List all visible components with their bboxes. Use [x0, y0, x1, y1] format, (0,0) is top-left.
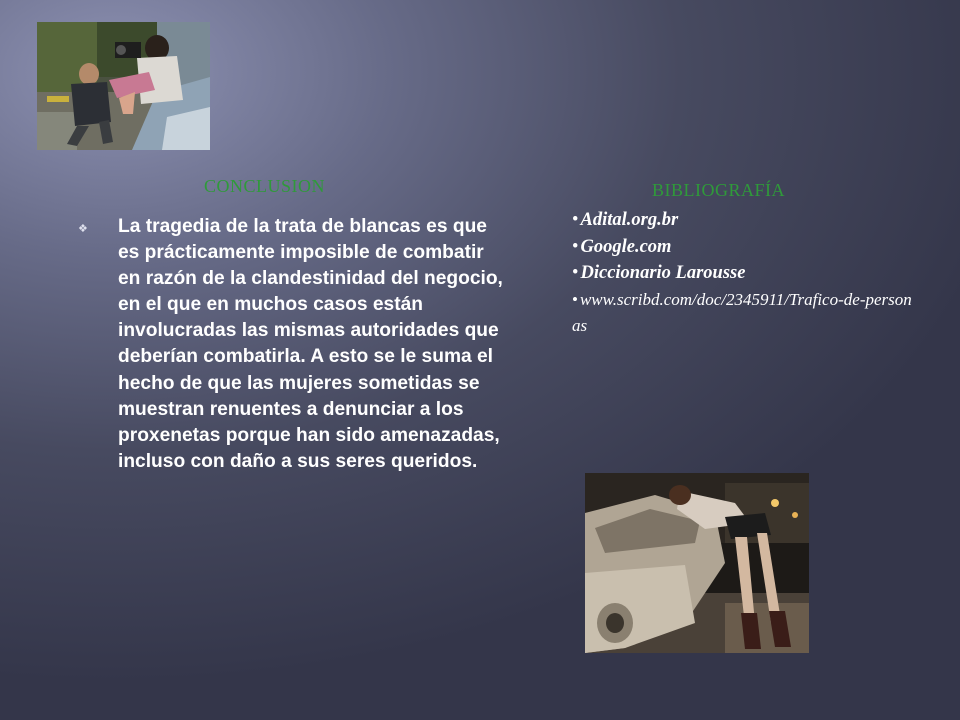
bibliography-item-text: Diccionario Larousse: [580, 263, 746, 283]
bibliography-bullet: •: [572, 263, 579, 283]
bibliography-bullet: •: [572, 236, 579, 257]
bibliography-list: [572, 207, 912, 340]
bibliography-item-text: Adital.org.br: [580, 210, 679, 230]
bibliography-item-text: www.scribd.com/doc/2345911/Trafico-de-personas: [572, 289, 912, 335]
conclusion-text: La tragedia de la trata de blancas es que es prácticamente imposible de combatir en razón de la clandestinidad del negocio, en el que en muchos casos están involucradas las mismas autoridades que deberían combatirla. A esto se le suma el hecho de que las mujeres sometidas se muestran renuentes a denunciar a los proxenetas porque han sido amenazadas, incluso con daño a sus seres queridos.: [118, 216, 503, 472]
photo-woman-leaning-into-car-graphic: [585, 473, 809, 653]
bibliography-bullet: •: [572, 210, 579, 230]
diamond-bullet-icon: ❖: [78, 223, 88, 235]
bibliography-item: [572, 234, 912, 261]
conclusion-title: CONCLUSION: [204, 176, 326, 196]
bibliography-item-text: Google.com: [580, 236, 672, 257]
bibliography-item: [572, 287, 912, 340]
photo-street-abduction: [37, 22, 210, 150]
photo-woman-leaning-into-car: [585, 473, 809, 653]
bibliography-item: [572, 260, 912, 287]
bibliography-title: BIBLIOGRAFÍA: [652, 180, 786, 200]
bibliography-bullet: •: [572, 289, 578, 309]
photo-street-abduction-graphic: [37, 22, 210, 150]
bibliography-item: [572, 207, 912, 234]
